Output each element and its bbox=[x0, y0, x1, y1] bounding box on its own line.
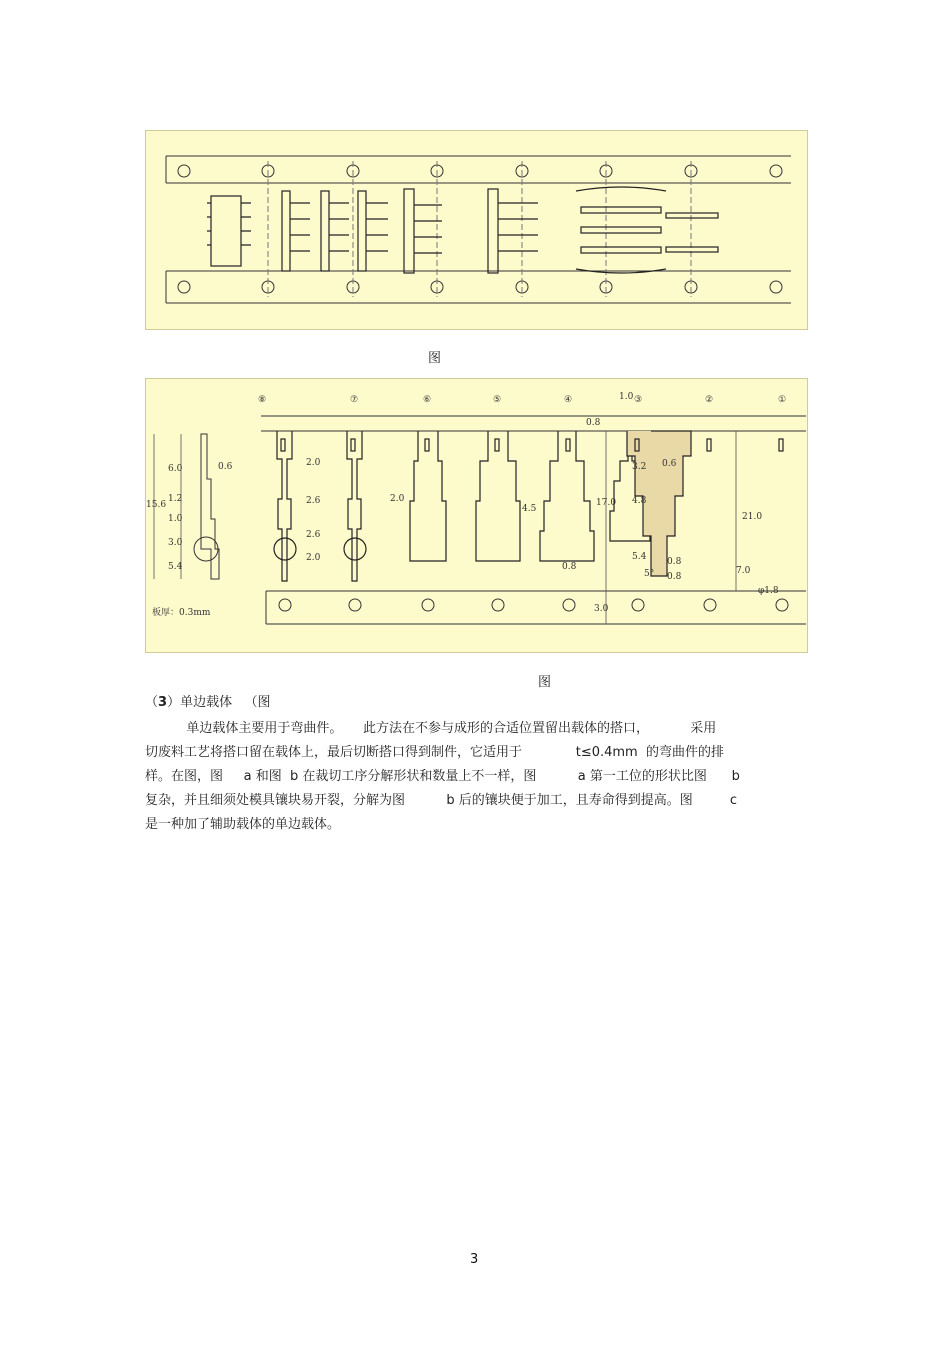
station-label: ⑥ bbox=[423, 395, 432, 405]
dimension-text: 21.0 bbox=[742, 512, 763, 522]
dimension-text: 15.6 bbox=[146, 500, 167, 510]
station-label: ⑦ bbox=[350, 395, 359, 405]
figure-2-drawing bbox=[146, 379, 807, 652]
station-label: ⑧ bbox=[258, 395, 267, 405]
dimension-text: 2.0 bbox=[390, 494, 405, 504]
section-heading-text: 单边载体 （图 bbox=[180, 695, 271, 710]
figure-1-strip-layout bbox=[145, 130, 808, 330]
dimension-text: 5.4 bbox=[632, 552, 647, 562]
section-number: 3 bbox=[158, 695, 168, 710]
dimension-text: 7.0 bbox=[736, 566, 751, 576]
dimension-text: 0.8 bbox=[667, 557, 682, 567]
dimension-text: 3.0 bbox=[168, 538, 183, 548]
dimension-text: 0.8 bbox=[586, 418, 601, 428]
dimension-text: 3.0 bbox=[594, 604, 609, 614]
dimension-text: 0.6 bbox=[218, 462, 233, 472]
paragraph-line: 样。在图，图 a 和图 b 在裁切工序分解形状和数量上不一样，图 a 第一工位的形状比图 b bbox=[145, 769, 740, 784]
dimension-text: 1.0 bbox=[619, 392, 634, 402]
station-label: ③ bbox=[634, 395, 643, 405]
thickness-note: 板厚：0.3mm bbox=[152, 608, 211, 618]
paragraph-line: 是一种加了辅助载体的单边载体。 bbox=[145, 817, 341, 832]
station-label: ⑤ bbox=[493, 395, 502, 405]
dimension-text: 0.8 bbox=[667, 572, 682, 582]
figure-1-drawing bbox=[146, 131, 807, 329]
dimension-text: 2.6 bbox=[306, 530, 321, 540]
dimension-text: 6.0 bbox=[168, 464, 183, 474]
dimension-text: 0.8 bbox=[562, 562, 577, 572]
dimension-text: 4.5 bbox=[522, 504, 537, 514]
dimension-text: 1.0 bbox=[168, 514, 183, 524]
section-heading: （3）单边载体 （图 bbox=[145, 695, 271, 710]
dimension-text: 3.2 bbox=[632, 462, 647, 472]
dimension-text: 5° bbox=[644, 569, 655, 579]
dimension-text: 2.0 bbox=[306, 553, 321, 563]
dimension-text: 5.4 bbox=[168, 562, 183, 572]
figure-1-caption: 图 bbox=[428, 351, 442, 366]
dimension-text: φ1.8 bbox=[758, 586, 779, 596]
paragraph-line: 复杂，并且细须处模具镶块易开裂，分解为图 b 后的镶块便于加工，且寿命得到提高。图 c bbox=[145, 793, 738, 808]
station-label: ② bbox=[705, 395, 714, 405]
dimension-text: 2.6 bbox=[306, 496, 321, 506]
figure-2-strip-layout bbox=[145, 378, 808, 653]
dimension-text: 1.2 bbox=[168, 494, 183, 504]
page-number: 3 bbox=[470, 1252, 479, 1267]
paragraph-line: 单边载体主要用于弯曲件。 此方法在不参与成形的合适位置留出载体的搭口， 采用 bbox=[145, 721, 717, 736]
dimension-text: 2.0 bbox=[306, 458, 321, 468]
paragraph-line: 切废料工艺将搭口留在载体上，最后切断搭口得到制件，它适用于 t≤0.4mm 的弯曲件的排 bbox=[145, 745, 724, 760]
dimension-text: 0.6 bbox=[662, 459, 677, 469]
station-label: ④ bbox=[564, 395, 573, 405]
figure-2-caption: 图 bbox=[538, 675, 552, 690]
dimension-text: 4.8 bbox=[632, 496, 647, 506]
dimension-text: 17.0 bbox=[596, 498, 617, 508]
station-label: ① bbox=[778, 395, 787, 405]
